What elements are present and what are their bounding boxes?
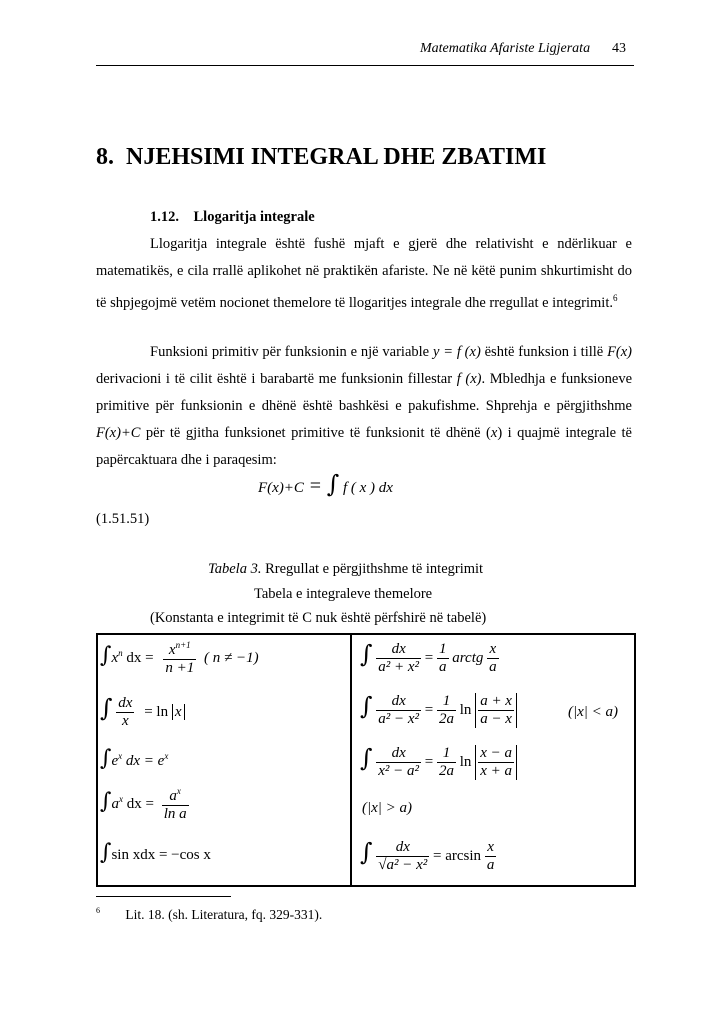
p2-FxC: F(x)+C bbox=[96, 425, 141, 441]
table-note: (Konstanta e integrimit të C nuk është përfshirë në tabelë) bbox=[150, 610, 487, 626]
formula-right-2-condition: (|x| < a) bbox=[568, 704, 619, 720]
equation-rhs: f ( x ) dx bbox=[342, 480, 393, 496]
footnote-mark: 6 bbox=[96, 906, 100, 915]
p2-x: x bbox=[490, 425, 498, 441]
integral-sign: ∫ bbox=[326, 470, 340, 498]
section-number: 1.12. bbox=[150, 209, 179, 225]
table-label: Tabela 3. bbox=[208, 561, 262, 577]
formula-right-1: ∫ $\frac{dx}{\text{a² + x²}}$ = $\frac{1}{a}$ arctg $\frac{x}{a}$ bbox=[360, 640, 497, 676]
formula-right-2: ∫ $\frac{dx}{\text{a² − x²}}$ = $\frac{1}{2a}$ ln $\frac{a + x}{a - x}$ bbox=[360, 692, 517, 728]
paragraph-1 bbox=[96, 231, 632, 317]
formula-left-1: $\int x^n$ dx = $\frac{x^{n+1}}{n +1}$ ( n ≠ −1) bbox=[100, 640, 259, 676]
equation-equals: = bbox=[309, 475, 321, 497]
p2-text-4: . Mbledhja e funksioneve primitive për funksionin e dhënë është bashkësi e pakufishme. Shprehja e përgjithshme bbox=[96, 371, 632, 414]
p2-text-5: për të gjitha funksionet primitive të funksionit të dhënë ( bbox=[140, 425, 491, 441]
formula-left-2: ∫ $\frac{dx}{x}$ = ln x bbox=[100, 694, 185, 730]
chapter-title: 8. NJEHSIMI INTEGRAL DHE ZBATIMI bbox=[96, 144, 547, 170]
section-heading bbox=[150, 209, 315, 226]
p2-text-3: derivacioni i të cilit është i barabartë me funksionin fillestar bbox=[96, 371, 457, 387]
paragraph-2 bbox=[96, 339, 632, 474]
equation-lhs: F(x)+C bbox=[258, 480, 304, 496]
p2-text-6: ) i quajmë integrale të papërcaktuara dhe i paraqesim: bbox=[96, 425, 632, 468]
table-title: Rregullat e përgjithshme të integrimit bbox=[261, 561, 484, 577]
page-number: 43 bbox=[612, 41, 626, 56]
main-equation bbox=[258, 470, 393, 498]
formula-left-5: ∫sin xdx = −cos x bbox=[100, 840, 211, 865]
formula-right-3-condition: (|x| > a) bbox=[362, 800, 413, 816]
running-header bbox=[420, 41, 590, 57]
p2-Fx: F(x) bbox=[607, 344, 633, 360]
p2-text-2: është funksion i tillë bbox=[480, 344, 608, 360]
footnote bbox=[96, 906, 322, 923]
header-rule bbox=[96, 65, 634, 66]
formula-right-4: ∫ $\frac{dx}{\text{√a² − x²}}$ = arcsin $\frac{x}{a}$ bbox=[360, 838, 495, 874]
footnote-text: Lit. 18. (sh. Literatura, fq. 329-331). bbox=[125, 906, 323, 922]
formula-left-4: $\int a^x$ dx = $\frac{a^x}{\text{ln a}}$ bbox=[100, 786, 187, 822]
running-title: Matematika Afariste Ligjerata bbox=[420, 41, 591, 56]
section-title: Llogaritja integrale bbox=[193, 209, 315, 225]
p2-text-1: Funksioni primitiv për funksionin e një variable bbox=[150, 344, 433, 360]
table-caption bbox=[208, 561, 483, 578]
footnote-ref: 6 bbox=[613, 293, 618, 303]
formula-table-divider bbox=[350, 633, 352, 885]
equation-label: (1.51.51) bbox=[96, 511, 150, 527]
footnote-rule bbox=[96, 896, 231, 897]
formula-right-3: ∫ $\frac{dx}{\text{x² − a²}}$ = $\frac{1}{2a}$ ln $\frac{x - a}{x + a}$ bbox=[360, 744, 517, 780]
p2-func: y = f (x) bbox=[432, 344, 481, 360]
table-subtitle: Tabela e integraleve themelore bbox=[254, 586, 433, 602]
formula-left-3: $\int e^x$ dx = $e^x$ bbox=[100, 746, 169, 771]
paragraph-1-text: Llogaritja integrale është fushë mjaft e gjerë dhe relativisht e ndërlikuar e matematikës, e cila rrallë aplikohet në praktikën afariste. Ne në këtë punim shkurtimisht do të shpjegojmë vetëm nocionet themelore të llogaritjes integrale dhe rregullat e integrimit. bbox=[96, 236, 632, 311]
p2-fx: f (x) bbox=[456, 371, 482, 387]
